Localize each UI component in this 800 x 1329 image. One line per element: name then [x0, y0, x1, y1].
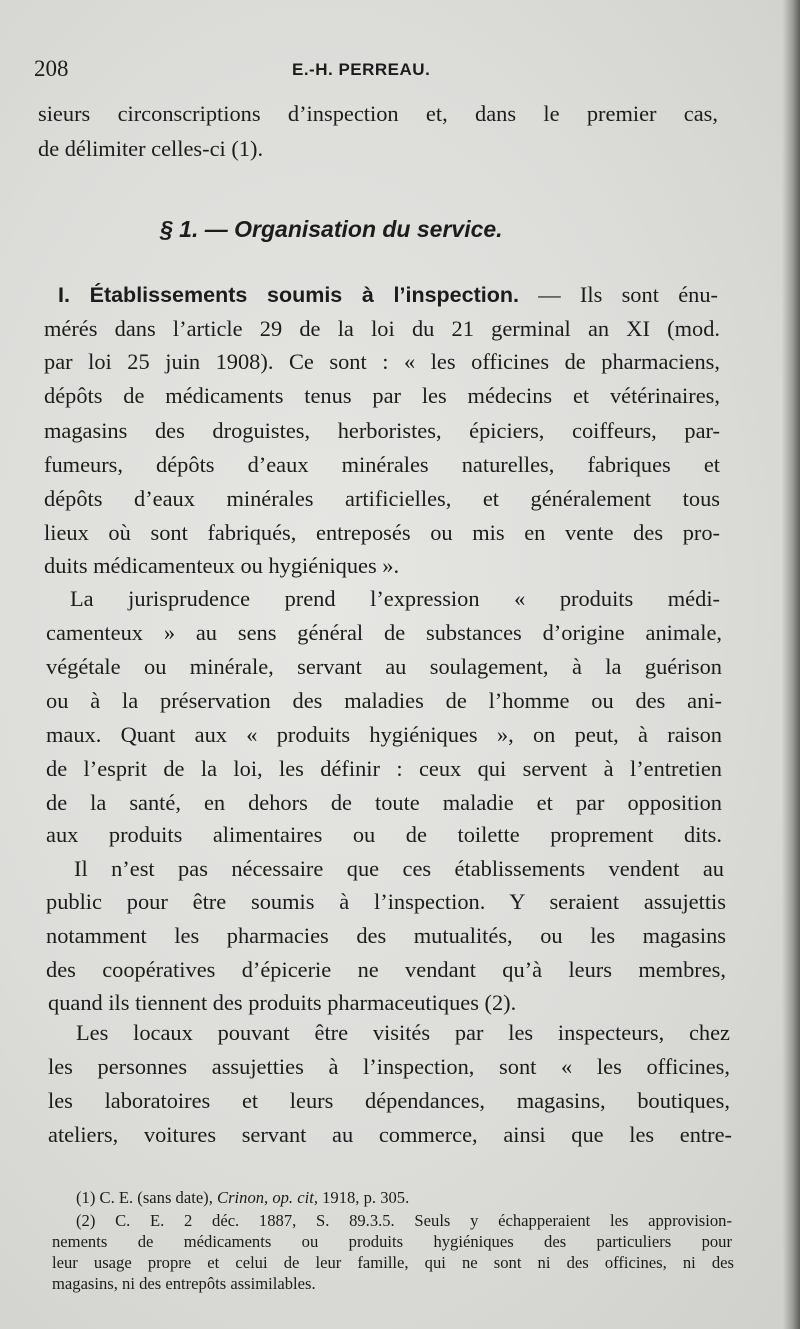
- footnote-1-suffix: 1918, p. 305.: [317, 1188, 410, 1207]
- body-line: de l’esprit de la loi, les définir : ceux qui servent à l’entretien: [46, 756, 722, 781]
- section-heading: § 1. — Organisation du service.: [160, 216, 503, 242]
- body-line: fumeurs, dépôts d’eaux minérales naturelles, fabriques et: [44, 452, 720, 477]
- footnote-1-prefix: (1) C. E. (sans date),: [76, 1188, 218, 1207]
- footnote-1-citation: Crinon, op. cit,: [217, 1188, 318, 1207]
- body-line: les personnes assujetties à l’inspection, sont « les officines,: [48, 1054, 730, 1079]
- footnote-1: [76, 1188, 409, 1207]
- body-line: magasins des droguistes, herboristes, épiciers, coiffeurs, par-: [44, 418, 720, 443]
- body-line: de délimiter celles-ci (1).: [38, 136, 264, 161]
- body-line: par loi 25 juin 1908). Ce sont : « les officines de pharmaciens,: [44, 349, 720, 374]
- body-line: ateliers, voitures servant au commerce, ainsi que les entre-: [48, 1122, 732, 1147]
- paragraph-text: — Ils sont énu-: [518, 282, 718, 307]
- page-edge-shadow: [782, 0, 800, 1329]
- body-line: de la santé, en dehors de toute maladie et par opposition: [46, 790, 722, 815]
- body-line: Il n’est pas nécessaire que ces établissements vendent au: [74, 856, 724, 881]
- body-line: des coopératives d’épicerie ne vendant qu’à leurs membres,: [46, 957, 726, 982]
- body-line: public pour être soumis à l’inspection. Y seraient assujettis: [46, 889, 726, 914]
- body-line: dépôts de médicaments tenus par les médecins et vétérinaires,: [44, 383, 720, 408]
- footnote-2-line: nements de médicaments ou produits hygiéniques des particuliers pour: [52, 1232, 732, 1251]
- paragraph-1-line-1: [58, 281, 718, 309]
- footnote-2-line: magasins, ni des entrepôts assimilables.: [52, 1274, 316, 1293]
- body-line: notamment les pharmacies des mutualités, ou les magasins: [46, 923, 726, 948]
- body-line: sieurs circonscriptions d’inspection et, dans le premier cas,: [38, 101, 718, 126]
- footnote-2-line: (2) C. E. 2 déc. 1887, S. 89.3.5. Seuls y échapperaient les approvision-: [76, 1211, 732, 1230]
- body-line: maux. Quant aux « produits hygiéniques », on peut, à raison: [46, 722, 722, 747]
- body-line: quand ils tiennent des produits pharmaceutiques (2).: [48, 990, 517, 1015]
- body-line: mérés dans l’article 29 de la loi du 21 germinal an XI (mod.: [44, 316, 720, 341]
- body-line: dépôts d’eaux minérales artificielles, et généralement tous: [44, 486, 720, 511]
- page-number: 208: [34, 56, 69, 81]
- body-line: camenteux » au sens général de substances d’origine animale,: [46, 620, 722, 645]
- body-line: La jurisprudence prend l’expression « produits médi-: [70, 586, 720, 611]
- body-line: végétale ou minérale, servant au soulagement, à la guérison: [46, 654, 722, 679]
- running-author: E.-H. PERREAU.: [292, 60, 431, 79]
- body-line: aux produits alimentaires ou de toilette proprement dits.: [46, 822, 722, 847]
- paragraph-lead: I. Établissements soumis à l’inspection.: [58, 283, 519, 307]
- body-line: lieux où sont fabriqués, entreposés ou mis en vente des pro-: [44, 520, 720, 545]
- body-line: Les locaux pouvant être visités par les inspecteurs, chez: [76, 1020, 730, 1045]
- body-line: duits médicamenteux ou hygiéniques ».: [44, 553, 400, 578]
- running-head: [34, 56, 734, 90]
- body-line: ou à la préservation des maladies de l’homme ou des ani-: [46, 688, 722, 713]
- footnote-2-line: leur usage propre et celui de leur famille, qui ne sont ni des officines, ni des: [52, 1253, 734, 1272]
- body-line: les laboratoires et leurs dépendances, magasins, boutiques,: [48, 1088, 730, 1113]
